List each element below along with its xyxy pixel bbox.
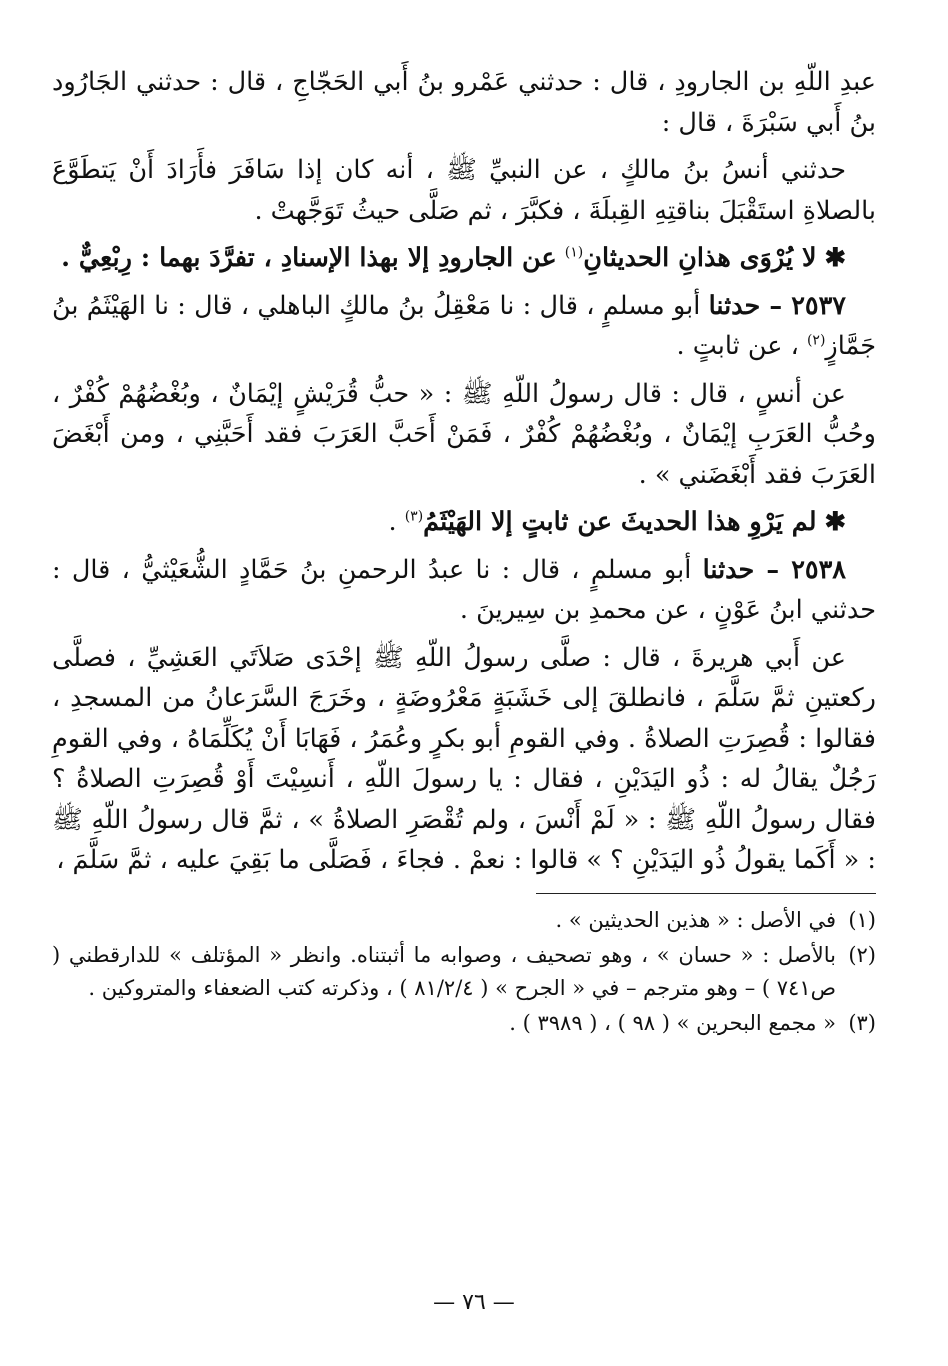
paragraph-hadith-anas-travel: حدثني أنسُ بنُ مالكٍ ، عن النبيِّ ﷺ ، أنه كان إذا سَافَرَ فأَرَادَ أَنْ يَتطَوَّعَ بالصلاةِ استَقْبَلَ بناقتِهِ القِبلَةَ ، فكبَّرَ ، ثم صَلَّى حيثُ تَوَجَّهتْ . <box>52 155 876 226</box>
footnote-2 <box>52 939 876 1005</box>
hadith-2538-isnad <box>52 550 876 631</box>
hadith-2537-isnad <box>52 286 876 367</box>
footnote-3 <box>52 1007 876 1040</box>
footnote-text: في الأصل : « هذين الحديثين » . <box>555 907 836 932</box>
footnote-divider <box>536 893 876 894</box>
paragraph-hadith-love-arabs: عن أنسٍ ، قال : قال رسولُ اللّهِ ﷺ : « حبُّ قُرَيْشٍ إيْمَانٌ ، وبُغْضُهُمْ كُفْرٌ ، وحُبُّ العَرَبِ إيْمَانٌ ، وبُغْضُهُمْ كُفْرٌ ، فَمَنْ أَحَبَّ العَرَبَ فقد أَحَبَّنِي ، ومن أَبْغَضَ العَرَبَ فقد أَبْغَضَني » . <box>52 378 876 490</box>
footnote-ref-3: (٣) <box>404 508 424 525</box>
footnotes <box>52 904 876 1040</box>
paragraph-hadith-dhul-yadayn: عن أَبي هريرةَ ، قال : صلَّى رسولُ اللّهِ ﷺ إحْدَى صَلاَتَي العَشِيِّ ، فصلَّى ركعتينِ ثمَّ سَلَّمَ ، فانطلقَ إلى خَشَبَةٍ مَعْرُوضَةٍ ، وخَرَجَ السَّرَعانُ من المسجدِ ، فقالوا : قُصِرَتِ الصلاةُ . وفي القومِ أبو بكرٍ وعُمَرُ ، فَهَابَا أَنْ يُكَلِّمَاهُ ، وفي القومِ رَجُلٌ يقالُ له : ذُو اليَدَيْنِ ، فقال : يا رسولَ اللّهِ ، أَنسِيْتَ أَوْ قُصِرَتِ الصلاةُ ؟ فقال رسولُ اللّهِ ﷺ : « لَمْ أَنْسَ ، ولم تُقْصَرِ الصلاةُ » ، ثمَّ قال رسولُ اللّهِ ﷺ : « أَكَما يقولُ ذُو اليَدَيْنِ ؟ » قالوا : نعمْ . فجاءَ ، فَصَلَّى ما بَقِيَ عليه ، ثمَّ سَلَّمَ ، <box>52 642 876 875</box>
footnote-number: (٢) <box>848 942 876 967</box>
footnote-ref-2: (٢) <box>806 332 826 349</box>
isnad-text: أبو مسلمٍ ، قال : نا مَعْقِلُ بنُ مالكٍ الباهلي ، قال : نا الهَيْثَمُ بنُ جَمَّازٍ <box>52 290 876 361</box>
footnote-number: (١) <box>848 907 876 932</box>
isnad-text-end: ، عن ثابتٍ . <box>676 331 799 361</box>
commentary-text-rest: عن الجارودِ إلا بهذا الإسنادِ ، تفرَّدَ بهما : رِبْعِيٌّ . <box>61 243 557 273</box>
commentary-text: لم يَرْوِ هذا الحديثَ عن ثابتٍ إلا الهَيْثَمُ <box>423 507 817 537</box>
paragraph-isnad-continuation: عبدِ اللّهِ بن الجارودِ ، قال : حدثني عَمْرو بنُ أَبي الحَجّاجِ ، قال : حدثني الجَارُود بنُ أَبي سَبْرَةَ ، قال : <box>52 67 876 138</box>
star-icon: ✱ <box>824 243 846 273</box>
footnote-number: (٣) <box>848 1010 876 1035</box>
footnote-ref-1: (١) <box>564 244 584 261</box>
commentary-end: . <box>388 507 397 537</box>
page-number: — ٧٦ — <box>433 1290 515 1315</box>
commentary-text: لا يُرْوَى هذانِ الحديثانِ <box>583 243 817 273</box>
footnote-text: « مجمع البحرين » ( ٩٨ ) ، ( ٣٩٨٩ ) . <box>509 1010 836 1035</box>
footnote-1 <box>52 904 876 937</box>
isnad-text: أبو مسلمٍ ، قال : نا عبدُ الرحمنِ بنُ حَمَّادٍ الشُّعَيْثيُّ ، قال : حدثني ابنُ عَوْنٍ ، عن محمدِ بن سِيرينَ . <box>52 554 876 625</box>
hadith-number: ٢٥٣٧ – حدثنا <box>708 290 847 321</box>
commentary-note-1 <box>52 238 876 279</box>
footnote-text: بالأصل : « حسان » ، وهو تصحيف ، وصوابه ما أثبتناه. وانظر « المؤتلف » للدارقطني ( ص٧٤١ ) – وهو مترجم – في « الجرح » ( ٨١/٢/٤ ) ، وذكرته كتب الضعفاء والمتروكين . <box>52 942 836 1000</box>
hadith-number: ٢٥٣٨ – حدثنا <box>702 554 846 585</box>
commentary-note-2 <box>52 502 876 543</box>
star-icon: ✱ <box>824 507 846 537</box>
